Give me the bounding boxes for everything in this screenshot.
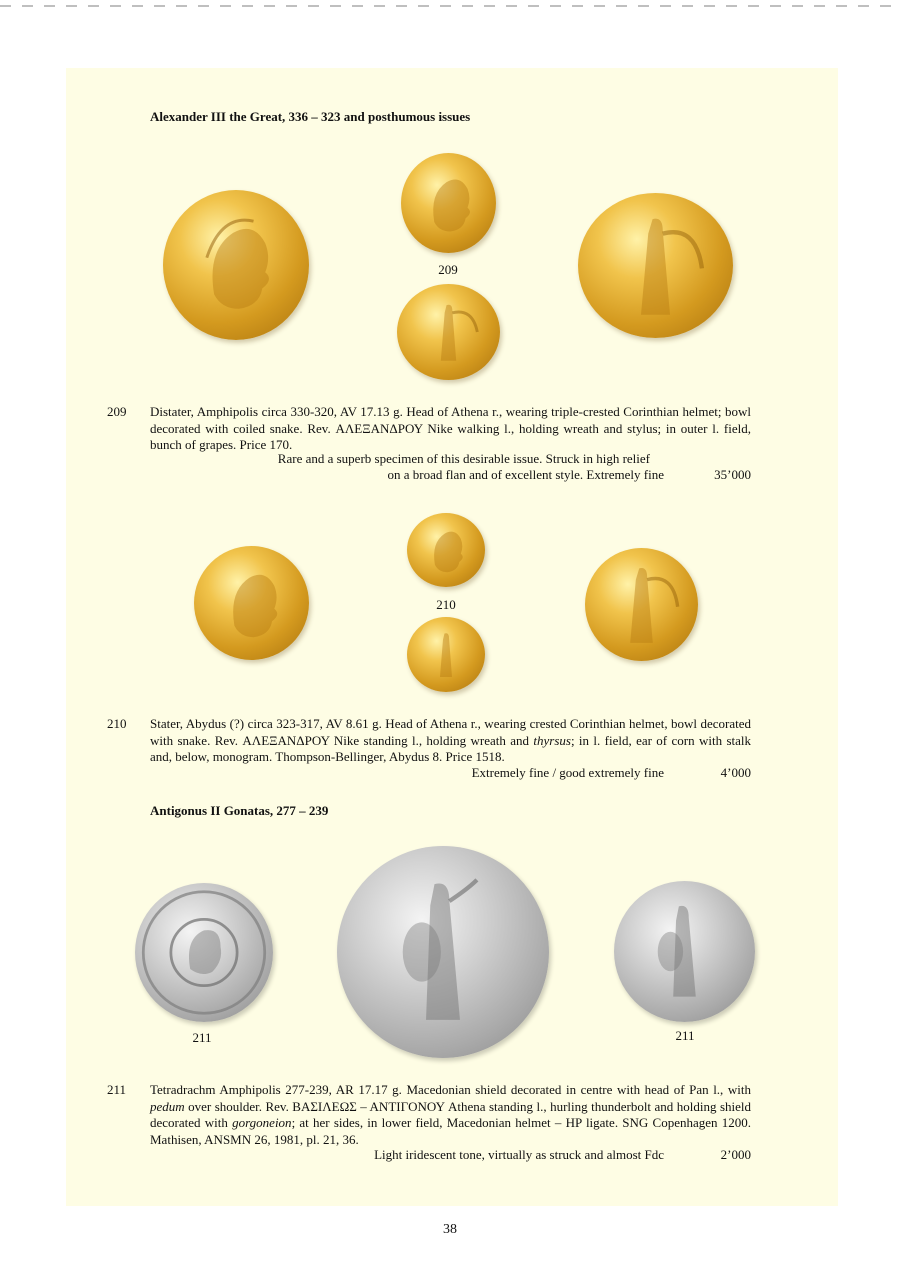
coin-209-reverse-large — [578, 193, 733, 338]
coin-209-reverse-small — [397, 284, 500, 380]
lot-description-211-text-b: over shoulder. Rev. ΒΑΣΙΛΕΩΣ – ΑΝΤΙΓΟΝΟΥ Athena standing l., hurling thunderbolt and holding shield decorated with — [150, 1098, 751, 1130]
coin-caption-210: 210 — [436, 597, 456, 612]
lot-description-211-italic-gorgoneion: gorgoneion — [232, 1115, 292, 1130]
lot-remark-209-line1: Rare and a superb specimen of this desirable issue. Struck in high relief — [277, 451, 650, 466]
top-dashed-border — [0, 0, 900, 12]
lot-number-210: 210 — [107, 716, 127, 731]
lot-remark-210: Extremely fine / good extremely fine — [471, 765, 664, 780]
coin-210-obverse-small — [407, 513, 485, 587]
section-heading-antigonus: Antigonus II Gonatas, 277 – 239 — [150, 803, 329, 818]
lot-remark-211: Light iridescent tone, virtually as struck and almost Fdc — [374, 1147, 664, 1162]
coin-210-reverse-large — [585, 548, 698, 661]
coin-210-obverse-large — [194, 546, 309, 660]
page-number: 38 — [443, 1222, 457, 1237]
lot-description-211-italic-pedum: pedum — [150, 1098, 185, 1114]
lot-description-209-text: Distater, Amphipolis circa 330-320, AV 17.13 g. Head of Athena r., wearing triple-crested Corinthian helmet; bowl decorated with coiled snake. Rev. ΑΛΕΞΑΝΔΡΟΥ Nike walking l., holding wreath and stylus; in outer l. field, bunch of grapes. Price 170. — [150, 404, 751, 452]
lot-price-211: 2’000 — [720, 1147, 751, 1162]
lot-description-211-text-a: Tetradrachm Amphipolis 277-239, AR 17.17 g. Macedonian shield decorated in centre with head of Pan l., with — [150, 1082, 751, 1097]
coin-caption-211-right: 211 — [675, 1028, 695, 1043]
coin-209-obverse-small — [401, 153, 496, 253]
coin-211-obverse-shield — [135, 883, 273, 1022]
coin-caption-209: 209 — [438, 262, 458, 277]
lot-description-210-italic: thyrsus — [533, 732, 571, 748]
lot-price-210: 4’000 — [720, 765, 751, 780]
lot-description-210-text-b: ; in l. field, ear of corn with stalk and, below, monogram. Thompson-Bellinger, Abydus 8. Price 1518. — [150, 732, 751, 764]
lot-number-209: 209 — [107, 404, 127, 419]
coin-caption-211-left: 211 — [192, 1030, 212, 1045]
coin-209-obverse-large — [163, 190, 309, 340]
coin-211-reverse-small — [614, 881, 755, 1022]
lot-description-211 — [150, 1082, 751, 1148]
lot-remark-209-line2: on a broad flan and of excellent style. Extremely fine — [387, 467, 664, 482]
lot-number-211: 211 — [107, 1082, 127, 1097]
coin-211-reverse-large — [337, 846, 549, 1058]
section-heading-alexander: Alexander III the Great, 336 – 323 and posthumous issues — [150, 109, 471, 124]
lot-description-209 — [150, 404, 751, 454]
lot-description-210 — [150, 716, 751, 766]
lot-description-211-text-c: ; at her sides, in lower field, Macedonian helmet – HP ligate. SNG Copenhagen 1200. Mathisen, ANSMN 26, 1981, pl. 21, 36. — [150, 1115, 751, 1147]
coin-210-reverse-small — [407, 617, 485, 692]
lot-price-209: 35’000 — [714, 467, 751, 482]
lot-description-210-text-a: Stater, Abydus (?) circa 323-317, AV 8.61 g. Head of Athena r., wearing crested Corinthian helmet, bowl decorated with snake. Rev. ΑΛΕΞΑΝΔΡΟΥ Nike standing l., holding wreath and — [150, 716, 751, 748]
